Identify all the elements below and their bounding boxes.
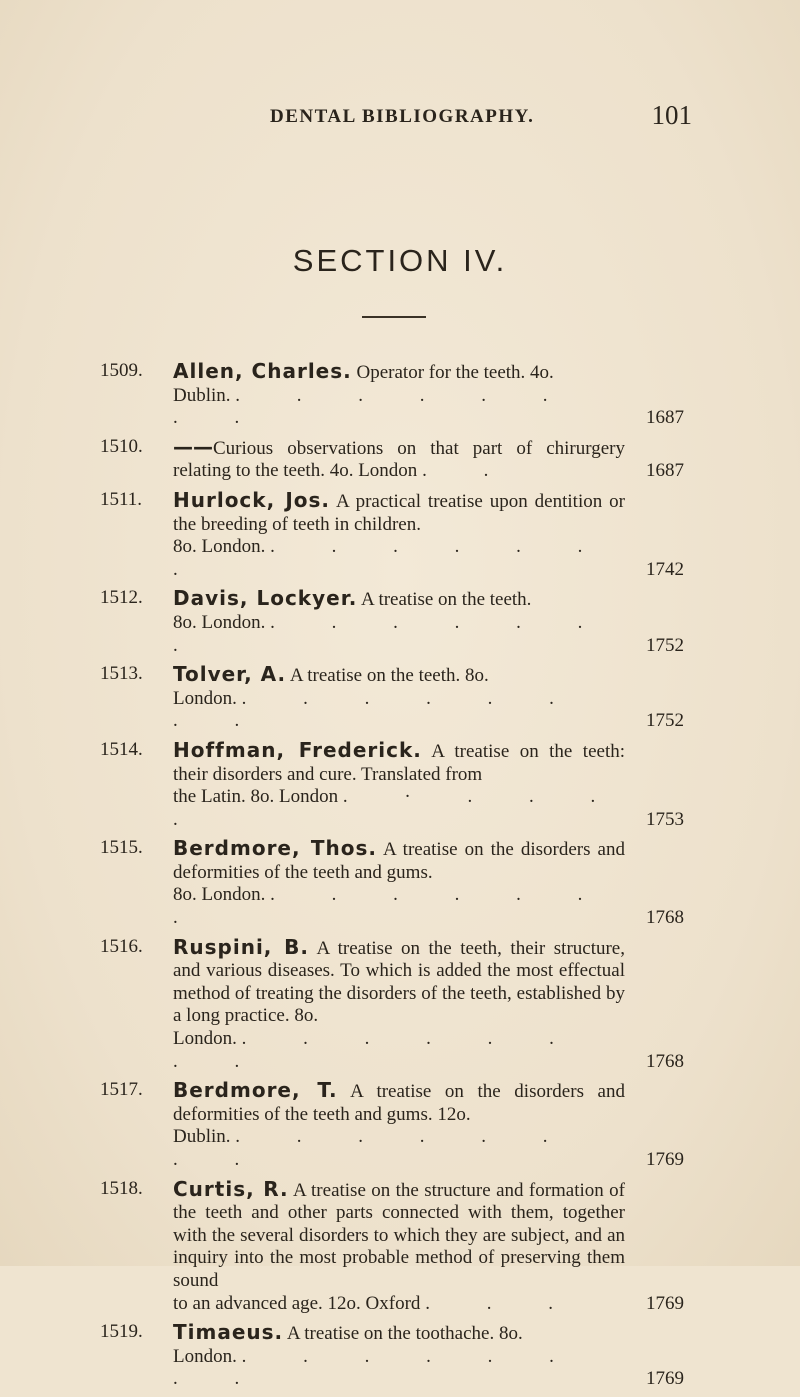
bibliography-entry <box>0 739 800 831</box>
entry-author: Curtis, R. <box>173 1176 289 1201</box>
entry-number: 1509. <box>100 360 143 381</box>
bibliography-entry <box>0 936 800 1074</box>
entry-number: 1517. <box>100 1079 143 1101</box>
entry-leaders: . · . . . . <box>173 786 622 830</box>
entry-leaders: . . . . . . . . <box>173 687 580 732</box>
entry-text: Operator for the teeth. 4o. <box>356 362 554 383</box>
entry-last-line: Dublin. <box>173 1126 231 1148</box>
section-title: SECTION IV. <box>292 243 508 278</box>
entry-text: A treatise on the teeth: their disorders and cure. Translated from <box>173 740 625 785</box>
bibliography-entry <box>0 360 800 430</box>
entry-last-line: London. <box>173 1028 237 1050</box>
running-head <box>270 100 690 130</box>
entry-last-line: 8o. London. <box>173 884 266 906</box>
entry-text: Curious observations on that part of chirurgery relating to the teeth. 4o. London <box>173 437 625 482</box>
entry-year: 1769 <box>646 1368 684 1390</box>
section-divider <box>362 316 426 318</box>
entry-author: Berdmore, T. <box>173 1078 338 1103</box>
entry-author: Allen, Charles. <box>173 359 352 383</box>
bibliography-entry <box>0 1178 800 1316</box>
bibliography-entry <box>0 663 800 733</box>
entry-leaders: . . <box>422 460 515 482</box>
entry-leaders: . . . . . . . <box>173 884 609 929</box>
bibliography-entry <box>0 489 800 581</box>
entry-text: A treatise on the toothache. 8o. <box>286 1323 523 1345</box>
entry-year: 1742 <box>646 558 684 580</box>
entry-text: A treatise on the structure and formation of the teeth and other parts connected with them, together with the several disorders to which they are subject, and an inquiry into the most probable method of preserving them sound <box>173 1179 625 1291</box>
entry-author: Hurlock, Jos. <box>173 487 331 512</box>
entry-leaders: . . . . . . . <box>173 536 609 580</box>
bibliography-entry <box>0 837 800 929</box>
entry-year: 1769 <box>646 1149 684 1170</box>
entry-text: A treatise on the teeth. 8o. <box>289 665 489 687</box>
entry-number: 1510. <box>100 435 143 457</box>
entry-text: A treatise on the teeth. <box>361 589 532 611</box>
entry-author: —— <box>173 434 213 459</box>
entry-text: A practical treatise upon dentition or the breeding of teeth in children. <box>173 490 625 535</box>
entry-last-line: the Latin. 8o. London <box>173 786 339 808</box>
entry-number: 1511. <box>100 488 143 510</box>
entry-author: Tolver, A. <box>173 662 287 687</box>
entry-author: Ruspini, B. <box>173 934 309 959</box>
entry-number: 1515. <box>100 837 143 859</box>
entry-last-line: to an advanced age. 12o. Oxford <box>173 1292 421 1314</box>
entry-leaders: . . . . . . . . <box>173 1126 574 1170</box>
bibliography-entry <box>0 1079 800 1171</box>
entry-text: A treatise on the disorders and deformities of the teeth and gums. 12o. <box>173 1081 625 1125</box>
entry-number: 1514. <box>100 738 143 760</box>
entry-number: 1516. <box>100 935 143 957</box>
entry-year: 1687 <box>646 407 684 429</box>
entry-author: Hoffman, Frederick. <box>173 737 422 762</box>
bibliography-list <box>0 360 800 1397</box>
entry-number: 1512. <box>100 587 143 609</box>
entry-leaders: . . . . . . . . <box>173 384 574 429</box>
entry-last-line: London. <box>173 687 237 709</box>
entry-number: 1519. <box>100 1321 143 1343</box>
entry-year: 1768 <box>646 907 684 929</box>
entry-author: Davis, Lockyer. <box>173 586 358 611</box>
entry-year: 1769 <box>646 1292 684 1314</box>
entry-year: 1753 <box>646 808 684 830</box>
bibliography-entry <box>0 1321 800 1391</box>
entry-last-line: London. <box>173 1345 237 1367</box>
entry-author: Berdmore, Thos. <box>173 836 377 861</box>
entry-text: A treatise on the teeth, their structure, and various diseases. To which is added the most effectual method of treating the disorders of the teeth, established by a long practice. 8o. <box>173 937 625 1027</box>
bibliography-entry <box>0 436 800 483</box>
entry-last-line: 8o. London. <box>173 611 266 633</box>
entry-last-line: 8o. London. <box>173 536 266 558</box>
entry-last-line: Dublin. <box>173 384 231 406</box>
entry-text: A treatise on the disorders and deformities of the teeth and gums. <box>173 839 625 883</box>
entry-number: 1513. <box>100 663 143 685</box>
page-number: 101 <box>651 100 692 130</box>
entry-number: 1518. <box>100 1177 143 1199</box>
entry-year: 1752 <box>646 634 684 656</box>
entry-year: 1687 <box>646 460 684 482</box>
bibliography-entry <box>0 587 800 657</box>
entry-leaders: . . . . . . . . <box>173 1028 580 1072</box>
entry-author: Timaeus. <box>173 1320 284 1345</box>
entry-leaders: . . . . . . . . <box>173 1345 580 1390</box>
entry-leaders: . . . . . . . <box>173 611 609 656</box>
entry-year: 1752 <box>646 710 684 732</box>
entry-leaders: . . . <box>425 1292 579 1314</box>
running-title: DENTAL BIBLIOGRAPHY. <box>270 106 535 127</box>
entry-year: 1768 <box>646 1050 684 1072</box>
